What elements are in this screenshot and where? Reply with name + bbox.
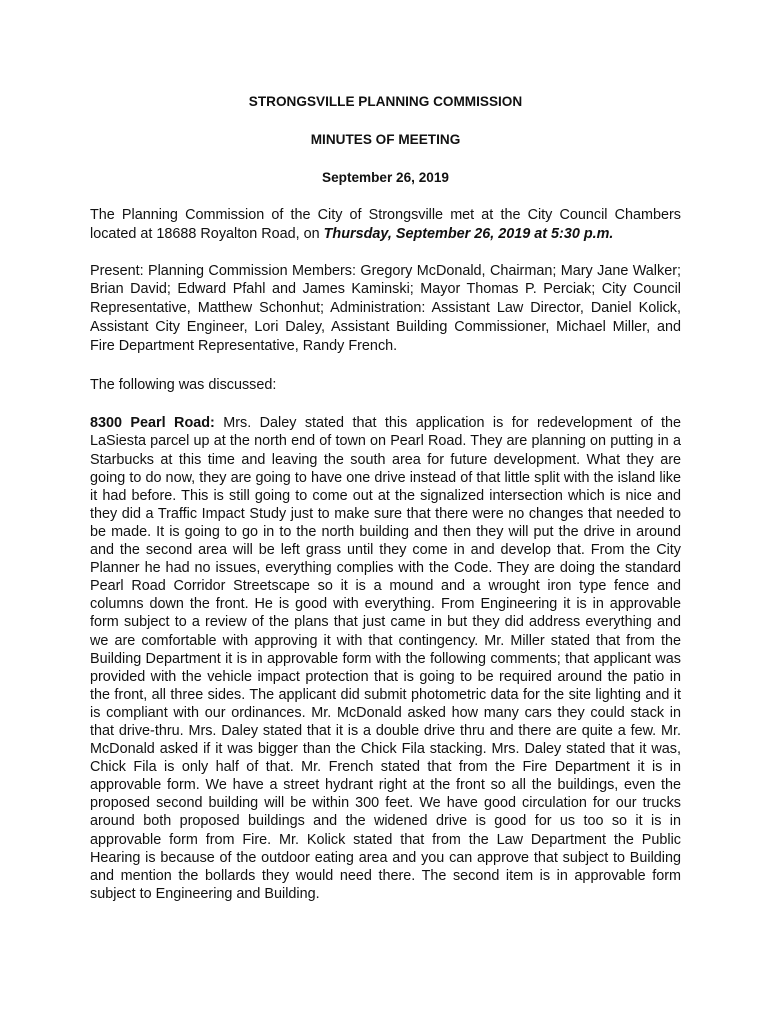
intro-text: The Planning Commission of the City of Strongsville met at the City Council Chambers located at 18688 Royalton Road, on: [90, 207, 681, 242]
intro-paragraph: [90, 206, 681, 244]
document-type-heading: MINUTES OF MEETING: [310, 132, 461, 147]
agenda-item-heading: 8300 Pearl Road:: [90, 415, 215, 432]
agenda-item-paragraph: [90, 414, 681, 903]
discussion-intro: The following was discussed:: [90, 376, 277, 393]
attendance-paragraph: Present: Planning Commission Members: Gregory McDonald, Chairman; Mary Jane Walker; Brian David; Edward Pfahl and James Kaminski; Mayor Thomas P. Perciak; City Council Representative, Matthew Schonhut; Administration: Assistant Law Director, Daniel Kolick, Assistant City Engineer, Lori Daley, Assistant Building Commissioner, Michael Miller, and Fire Department Representative, Randy French.: [90, 262, 681, 354]
meeting-date-heading: September 26, 2019: [322, 170, 449, 185]
document-page: [90, 92, 681, 903]
intro-meeting-datetime: Thursday, September 26, 2019 at 5:30 p.m.: [323, 225, 614, 242]
organization-heading: STRONGSVILLE PLANNING COMMISSION: [248, 94, 523, 109]
agenda-item-body: Mrs. Daley stated that this application is for redevelopment of the LaSiesta parcel up at the north end of town on Pearl Road. They are planning on putting in a Starbucks at this time and leaving the south area for future development. What they are going to do now, they are going to have one drive instead of that little split with the island like it had before. This is still going to come out at the signalized intersection which is nice and they did a Traffic Impact Study just to make sure that there were no changes that needed to be made. It is going to go in to the north building and then they will put the drive in around and the second area will be left grass until they come in and develop that. From the City Planner he had no issues, everything complies with the Code. They are doing the standard Pearl Road Corridor Streetscape so it is a mound and a wrought iron type fence and columns down the front. He is good with everything. From Engineering it is in approvable form subject to a review of the plans that just came in but they did address everything and we are comfortable with approving it with that contingency. Mr. Miller stated that from the Building Department it is in approvable form with the following comments; that applicant was provided with the vehicle impact protection that is going to be required around the patio in the front, all three sides. The applicant did submit photometric data for the site lighting and it is compliant with our ordinances. Mr. McDonald asked how many cars they could stack in that drive-thru. Mrs. Daley stated that it is a double drive thru and there are quite a few. Mr. McDonald asked if it was bigger than the Chick Fila stacking. Mrs. Daley stated that it was, Chick Fila is only half of that. Mr. French stated that from the Fire Department it is in approvable form. We have a street hydrant right at the front so all the buildings, even the proposed second building will be within 300 feet. We have good circulation for our trucks around both proposed buildings and the widened drive is good for us too so it is in approvable form from Fire. Mr. Kolick stated that from the Law Department the Public Hearing is because of the outdoor eating area and you can approve that subject to Building and mention the bollards they would need there. The second item is in approvable form subject to Engineering and Building.: [90, 415, 681, 902]
